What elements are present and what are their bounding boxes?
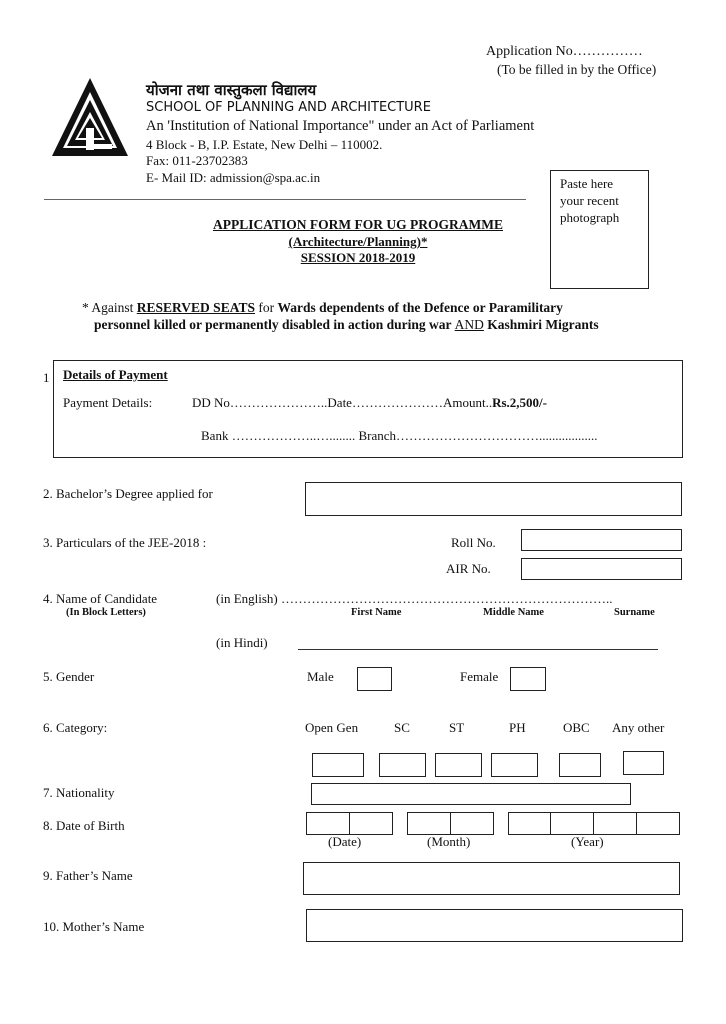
father-name-label: 9. Father’s Name (43, 868, 133, 883)
dob-label: 8. Date of Birth (43, 818, 125, 833)
school-email: E- Mail ID: admission@spa.ac.in (146, 170, 321, 185)
dob-month-caption: (Month) (427, 834, 471, 849)
ph-checkbox[interactable] (491, 753, 538, 777)
dob-year-box-4[interactable] (636, 812, 680, 835)
dob-year-caption: (Year) (571, 834, 604, 849)
photo-label-3: photograph (560, 210, 620, 225)
form-session: SESSION 2018-2019 (300, 250, 416, 265)
header-divider (44, 199, 526, 200)
spa-logo (50, 76, 130, 158)
photo-label-1: Paste here (560, 176, 614, 191)
candidate-name-label: 4. Name of Candidate (43, 591, 158, 606)
male-label: Male (307, 669, 334, 684)
dob-date-caption: (Date) (328, 834, 362, 849)
first-name-caption: First Name (351, 607, 402, 618)
father-name-input[interactable] (303, 862, 680, 895)
open-gen-checkbox[interactable] (312, 753, 364, 777)
female-checkbox[interactable] (510, 667, 546, 691)
roll-no-input[interactable] (521, 529, 682, 551)
dob-month-box-2[interactable] (450, 812, 494, 835)
sc-checkbox[interactable] (379, 753, 426, 777)
ph-label: PH (509, 720, 526, 735)
dob-month-box-1[interactable] (407, 812, 451, 835)
roll-no-label: Roll No. (451, 535, 496, 550)
any-other-label: Any other (612, 720, 665, 735)
degree-input[interactable] (305, 482, 682, 516)
school-address: 4 Block - B, I.P. Estate, New Delhi – 110002. (146, 137, 383, 152)
air-no-label: AIR No. (446, 561, 491, 576)
payment-details-label: Payment Details: (63, 395, 153, 410)
office-use-note: (To be filled in by the Office) (497, 62, 657, 77)
obc-label: OBC (563, 720, 590, 735)
form-title: APPLICATION FORM FOR UG PROGRAMME (213, 217, 503, 232)
reserved-note-line1: * Against RESERVED SEATS for Wards dependents of the Defence or Paramilitary (82, 300, 563, 315)
name-hindi-line[interactable] (298, 649, 658, 650)
jee-label: 3. Particulars of the JEE-2018 : (43, 535, 207, 550)
dd-date-amount-field[interactable]: DD No…………………..Date…………………Amount..Rs.2,500/- (192, 395, 547, 410)
open-gen-label: Open Gen (305, 720, 359, 735)
category-label: 6. Category: (43, 720, 108, 735)
any-other-checkbox[interactable] (623, 751, 664, 775)
mother-name-label: 10. Mother’s Name (43, 919, 145, 934)
mother-name-input[interactable] (306, 909, 683, 942)
name-english-field[interactable]: (in English) ………………………………………………………………….. (216, 591, 613, 606)
dob-year-box-3[interactable] (593, 812, 637, 835)
gender-label: 5. Gender (43, 669, 95, 684)
payment-section-number: 1 (43, 370, 50, 385)
dob-date-box-2[interactable] (349, 812, 393, 835)
male-checkbox[interactable] (357, 667, 392, 691)
sc-label: SC (394, 720, 410, 735)
school-fax: Fax: 011-23702383 (146, 153, 248, 168)
female-label: Female (460, 669, 499, 684)
school-hindi-name: योजना तथा वास्तुकला विद्यालय (146, 81, 317, 99)
block-letters-note: (In Block Letters) (66, 607, 146, 618)
st-label: ST (449, 720, 465, 735)
payment-heading: Details of Payment (63, 367, 168, 382)
application-number: Application No…………… (486, 44, 643, 59)
reserved-note-line2: personnel killed or permanently disabled in action during war AND Kashmiri Migrants (94, 317, 599, 332)
air-no-input[interactable] (521, 558, 682, 580)
surname-caption: Surname (614, 607, 655, 618)
name-hindi-label: (in Hindi) (216, 635, 268, 650)
nationality-label: 7. Nationality (43, 785, 115, 800)
degree-label: 2. Bachelor’s Degree applied for (43, 486, 213, 501)
dob-year-box-1[interactable] (508, 812, 551, 835)
st-checkbox[interactable] (435, 753, 482, 777)
form-subtitle: (Architecture/Planning)* (288, 234, 428, 249)
dob-year-box-2[interactable] (550, 812, 594, 835)
nationality-input[interactable] (311, 783, 631, 805)
school-name: SCHOOL OF PLANNING AND ARCHITECTURE (146, 100, 431, 115)
bank-branch-field[interactable]: Bank ………………..…........ Branch…………………………….................. (201, 428, 598, 443)
obc-checkbox[interactable] (559, 753, 601, 777)
middle-name-caption: Middle Name (483, 607, 544, 618)
institution-status: An 'Institution of National Importance" under an Act of Parliament (146, 118, 535, 134)
dob-date-box-1[interactable] (306, 812, 350, 835)
photo-label-2: your recent (560, 193, 619, 208)
